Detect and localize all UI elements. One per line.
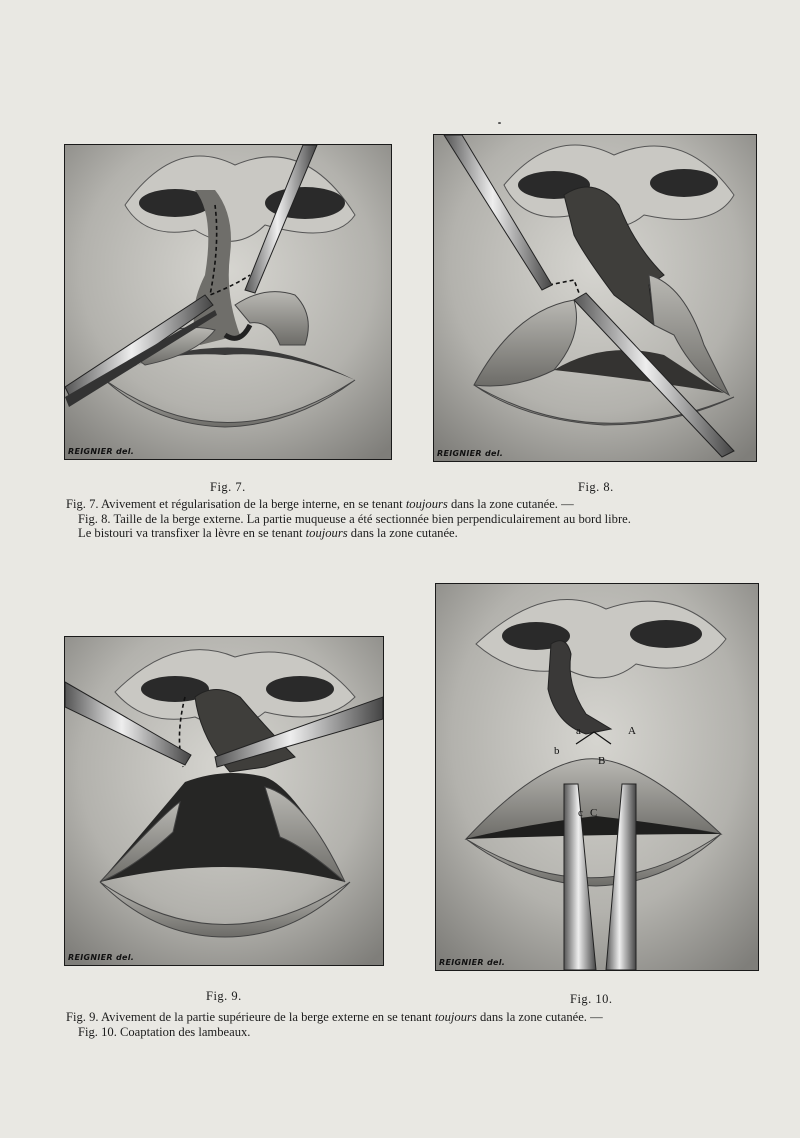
caption-bottom-line-1: Fig. 9. Avivement de la partie supérieure de la berge externe en se tenant toujours dans la zone cutanée. — [66, 1010, 603, 1024]
fig8-illustration [434, 135, 756, 461]
fig9-illustration [65, 637, 383, 965]
caption-top-line-3: Le bistouri va transfixer la lèvre en se tenant toujours dans la zone cutanée. [78, 526, 458, 540]
caption-top-line-1: Fig. 7. Avivement et régularisation de la berge interne, en se tenant toujours dans la zone cutanée. — [66, 497, 574, 511]
caption-bottom-line-2: Fig. 10. Coaptation des lambeaux. [78, 1024, 251, 1039]
fig9-signature: REIGNIER del. [68, 953, 135, 962]
fig8-signature: REIGNIER del. [437, 449, 504, 458]
fig10-letter-A: A [628, 725, 636, 737]
fig10-letter-C: C [590, 807, 598, 819]
fig10-letter-c: c [578, 807, 583, 819]
fig10-illustration [436, 584, 758, 970]
fig7-plate [64, 144, 392, 460]
fig9-label: Fig. 9. [206, 989, 242, 1003]
fig10-letter-b: b [554, 745, 560, 757]
fig7-label: Fig. 7. [210, 480, 246, 494]
fig10-signature: REIGNIER del. [439, 958, 506, 967]
fig8-label: Fig. 8. [578, 480, 614, 494]
margin-speck [498, 122, 501, 124]
fig10-plate [435, 583, 759, 971]
fig10-label: Fig. 10. [570, 992, 613, 1006]
fig7-signature: REIGNIER del. [68, 447, 135, 456]
caption-top-line-2: Fig. 8. Taille de la berge externe. La partie muqueuse a été sectionnée bien perpendiculairement au bord libre. [78, 511, 631, 526]
fig8-plate [433, 134, 757, 462]
fig9-plate [64, 636, 384, 966]
fig10-letter-a: a [576, 725, 581, 737]
fig10-letter-B: B [598, 755, 606, 767]
caption-bottom [66, 1010, 776, 1039]
caption-top [66, 497, 766, 541]
fig7-illustration [65, 145, 391, 459]
